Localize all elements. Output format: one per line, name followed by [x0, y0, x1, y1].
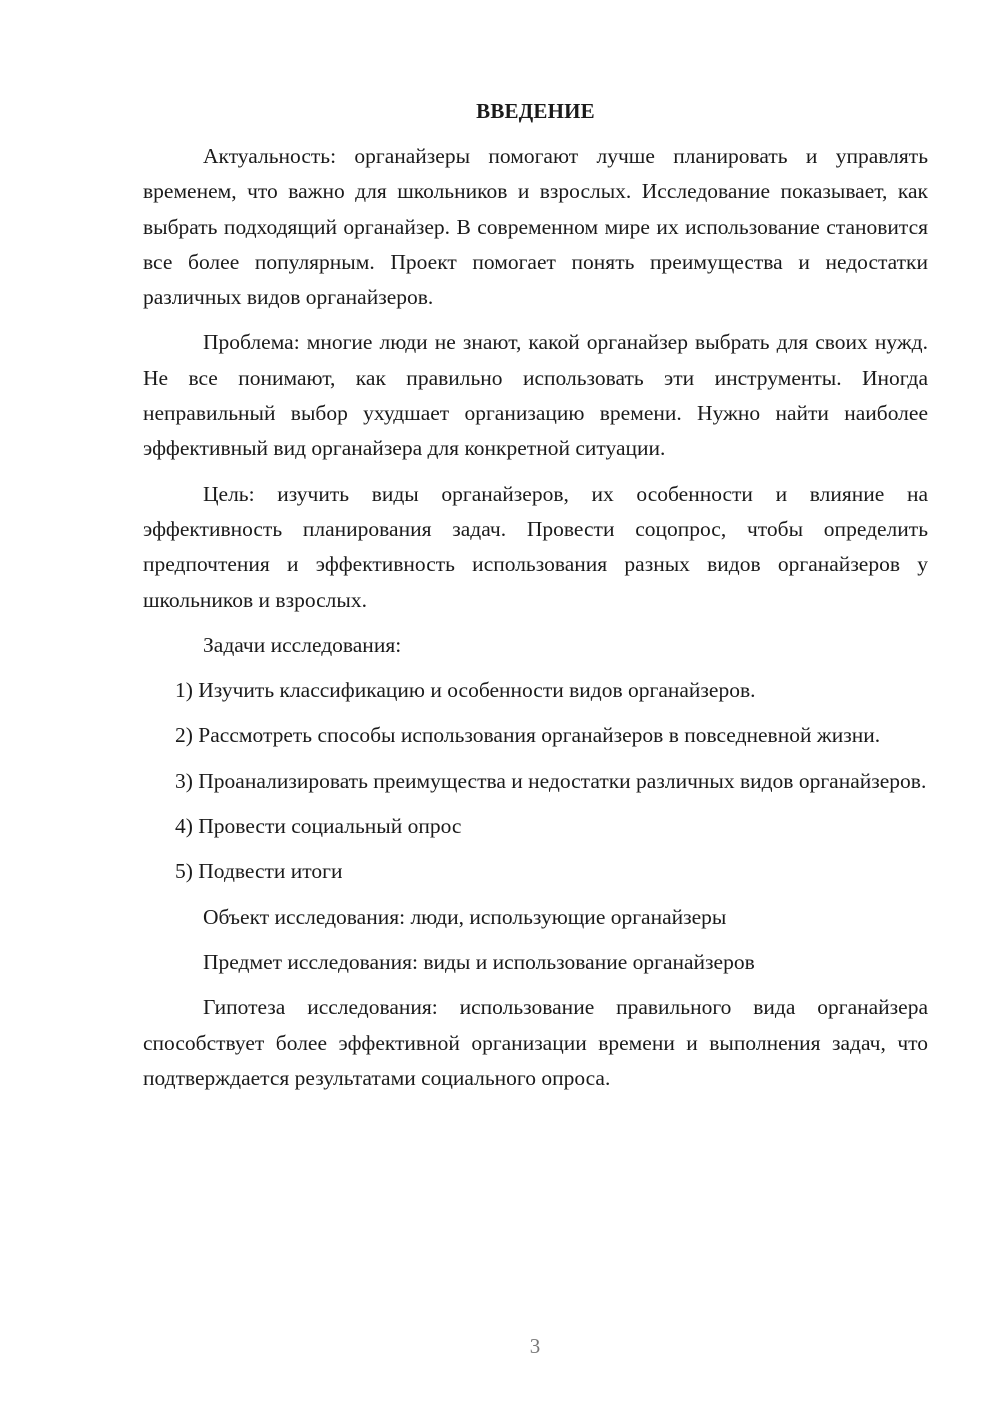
task-item: 3) Проанализировать преимущества и недостатки различных видов органайзеров.: [175, 768, 927, 793]
task-item: 1) Изучить классификацию и особенности видов органайзеров.: [175, 678, 756, 703]
task-item: 2) Рассмотреть способы использования органайзеров в повседневной жизни.: [175, 723, 881, 748]
task-item: 5) Подвести итоги: [175, 859, 343, 884]
section-title: ВВЕДЕНИЕ: [476, 99, 595, 123]
paragraph-hypothesis: Гипотеза исследования: использование правильного вида органайзера способствует более эффективной организации времени и выполнения задач, что подтверждается результатами социального опроса.: [143, 995, 928, 1090]
page-number: 3: [529, 1334, 541, 1358]
document-page: [143, 94, 928, 1106]
paragraph-relevance: Актуальность: органайзеры помогают лучше планировать и управлять временем, что важно для школьников и взрослых. Исследование показывает, как выбрать подходящий органайзер. В современном мире их использование становится все более популярным. Проект помогает понять преимущества и недостатки различных видов органайзеров.: [143, 144, 928, 310]
task-item: 4) Провести социальный опрос: [175, 814, 462, 839]
paragraph-subject: Предмет исследования: виды и использование органайзеров: [203, 949, 755, 974]
tasks-heading: Задачи исследования:: [203, 632, 402, 657]
paragraph-goal: Цель: изучить виды органайзеров, их особенности и влияние на эффективность планирования задач. Провести соцопрос, чтобы определить предпочтения и эффективность использования разных видов органайзеров у школьников и взрослых.: [143, 481, 928, 612]
paragraph-object: Объект исследования: люди, использующие органайзеры: [203, 904, 727, 929]
paragraph-problem: Проблема: многие люди не знают, какой органайзер выбрать для своих нужд. Не все понимают, как правильно использовать эти инструменты. Иногда неправильный выбор ухудшает организацию времени. Нужно найти наиболее эффективный вид органайзера для конкретной ситуации.: [143, 330, 928, 461]
